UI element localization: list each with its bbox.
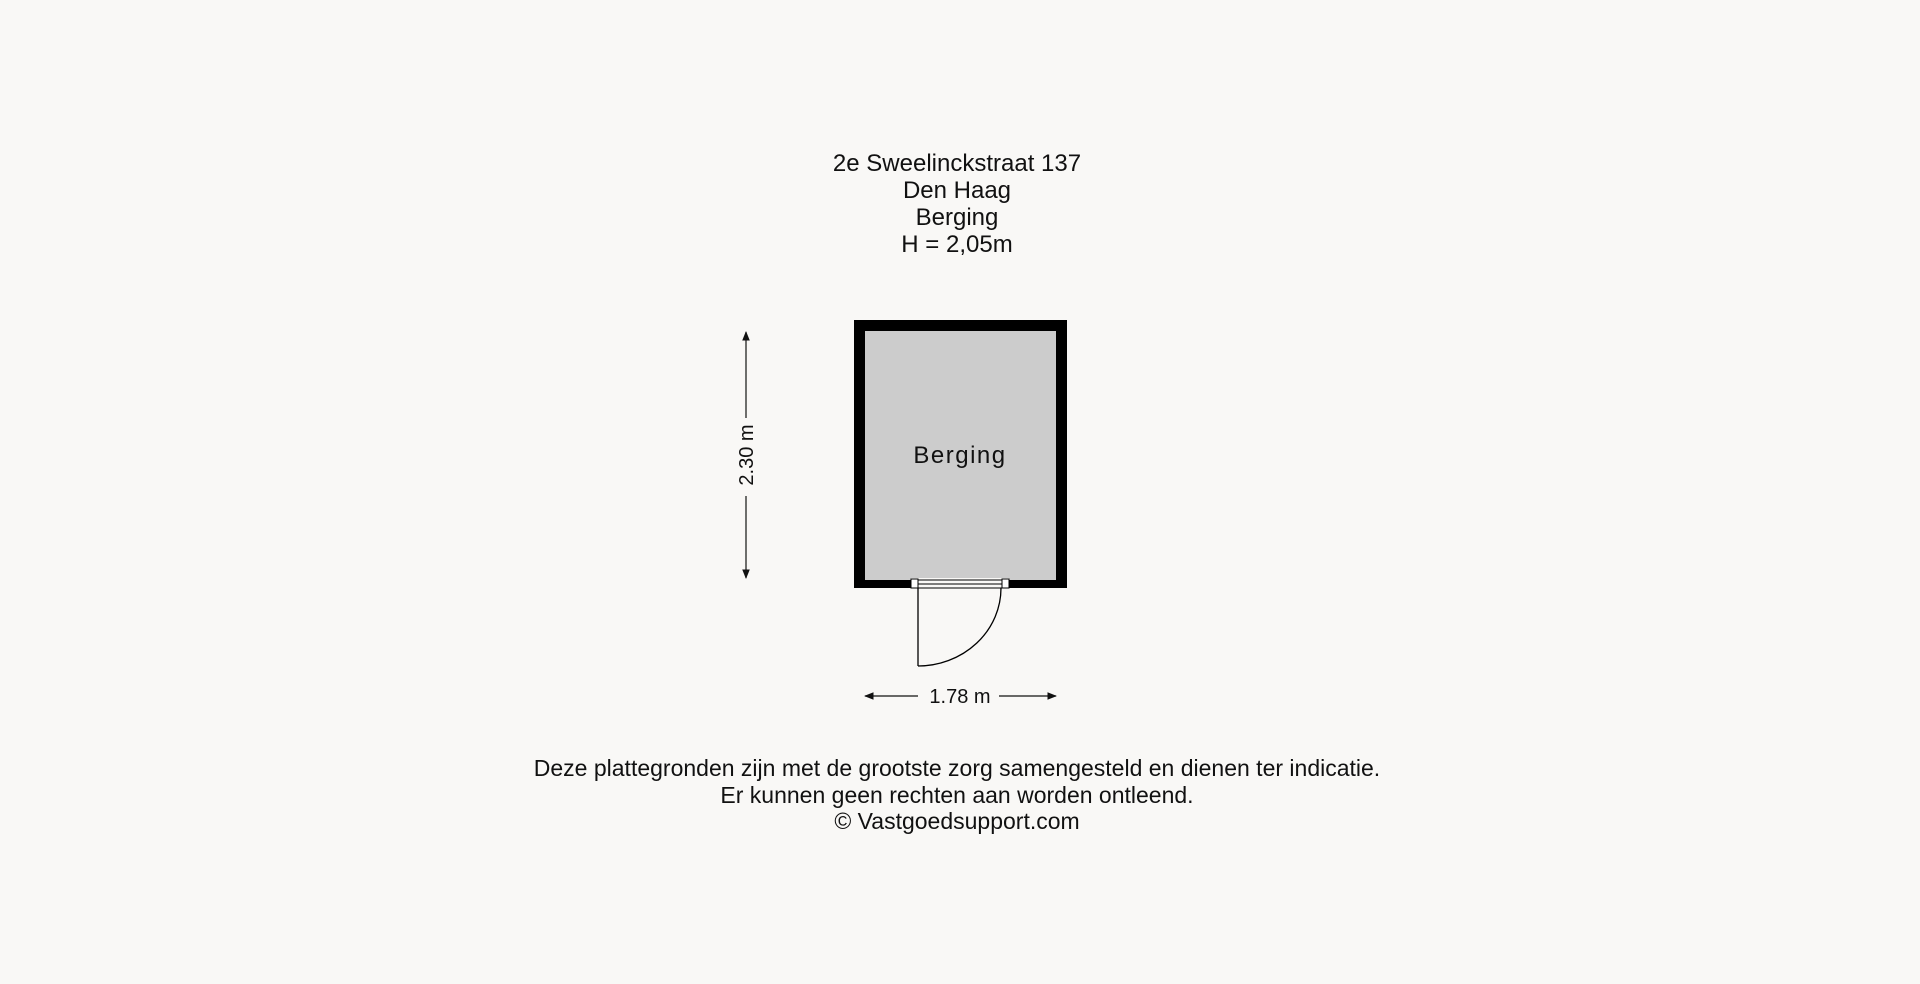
address-line: 2e Sweelinckstraat 137: [832, 150, 1082, 177]
city-line: Den Haag: [902, 177, 1012, 204]
space-line: Berging: [915, 204, 999, 231]
dim-horizontal-label: 1.78 m: [929, 686, 991, 708]
door-jamb-left: [911, 579, 918, 588]
copyright-line: © Vastgoedsupport.com: [834, 808, 1080, 834]
dim-vertical-label: 2.30 m: [736, 424, 758, 486]
disclaimer: [457, 755, 1457, 835]
door-swing-arc: [918, 588, 1001, 666]
disclaimer-line-2: Er kunnen geen rechten aan worden ontleend.: [720, 781, 1194, 808]
door-jamb-right: [1002, 579, 1009, 588]
room-label: Berging: [913, 442, 1007, 469]
height-line: H = 2,05m: [901, 231, 1013, 258]
disclaimer-line-1: Deze plattegronden zijn met de grootste zorg samengesteld en dienen ter indicatie.: [533, 755, 1381, 781]
